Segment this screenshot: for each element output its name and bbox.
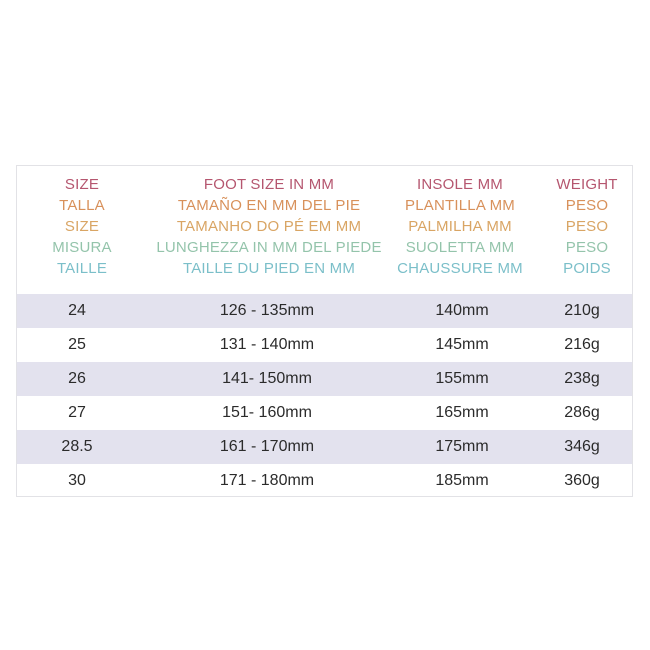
table-row bbox=[17, 328, 632, 362]
size-cell: 28.5 bbox=[61, 438, 93, 455]
foot-header-en: FOOT SIZE IN MM bbox=[203, 176, 335, 193]
insole-header-it: SUOLETTA MM bbox=[405, 239, 515, 256]
insole-cell: 185mm bbox=[435, 472, 489, 489]
size-cell: 25 bbox=[68, 336, 86, 353]
insole-header-es: PLANTILLA MM bbox=[405, 197, 515, 214]
foot-header-it: LUNGHEZZA IN MM DEL PIEDE bbox=[156, 239, 382, 256]
insole-cell: 165mm bbox=[435, 404, 489, 421]
insole-cell: 145mm bbox=[435, 336, 489, 353]
insole-cell: 140mm bbox=[435, 302, 489, 319]
insole-header-en: INSOLE MM bbox=[417, 176, 503, 193]
size-cell: 27 bbox=[68, 404, 86, 421]
insole-header-fr: CHAUSSURE MM bbox=[397, 260, 523, 277]
foot-size-cell: 141- 150mm bbox=[222, 370, 312, 387]
table-row bbox=[17, 396, 632, 430]
size-chart-table bbox=[16, 165, 633, 497]
foot-header-pt: TAMANHO DO PÉ EM MM bbox=[176, 218, 362, 235]
foot-header-es: TAMAÑO EN MM DEL PIE bbox=[177, 197, 361, 214]
size-cell: 24 bbox=[68, 302, 86, 319]
table-header bbox=[17, 166, 632, 294]
weight-header-pt: PESO bbox=[565, 218, 609, 235]
size-header-pt: SIZE bbox=[64, 218, 100, 235]
weight-cell: 346g bbox=[564, 438, 600, 455]
size-header-es: TALLA bbox=[59, 197, 105, 214]
weight-cell: 216g bbox=[564, 336, 600, 353]
foot-size-cell: 126 - 135mm bbox=[219, 302, 315, 319]
table-row bbox=[17, 294, 632, 328]
table-row bbox=[17, 464, 632, 498]
foot-header-fr: TAILLE DU PIED EN MM bbox=[182, 260, 356, 277]
foot-size-cell: 171 - 180mm bbox=[219, 472, 315, 489]
size-header-en: SIZE bbox=[64, 176, 100, 193]
weight-cell: 210g bbox=[564, 302, 600, 319]
insole-header-pt: PALMILHA MM bbox=[408, 218, 512, 235]
weight-header-es: PESO bbox=[565, 197, 609, 214]
size-cell: 26 bbox=[68, 370, 86, 387]
size-cell: 30 bbox=[68, 472, 86, 489]
table-row bbox=[17, 362, 632, 396]
foot-size-cell: 131 - 140mm bbox=[219, 336, 315, 353]
foot-size-cell: 151- 160mm bbox=[222, 404, 312, 421]
weight-cell: 360g bbox=[564, 472, 600, 489]
insole-cell: 175mm bbox=[435, 438, 489, 455]
weight-cell: 286g bbox=[564, 404, 600, 421]
size-column-header bbox=[32, 174, 132, 279]
weight-header-it: PESO bbox=[565, 239, 609, 256]
size-header-fr: TAILLE bbox=[56, 260, 108, 277]
weight-cell: 238g bbox=[564, 370, 600, 387]
weight-header-en: WEIGHT bbox=[556, 176, 618, 193]
foot-size-column-header bbox=[129, 174, 409, 279]
weight-column-header bbox=[541, 174, 633, 279]
table-body bbox=[17, 294, 632, 498]
insole-column-header bbox=[385, 174, 535, 279]
insole-cell: 155mm bbox=[435, 370, 489, 387]
weight-header-fr: POIDS bbox=[563, 260, 611, 277]
foot-size-cell: 161 - 170mm bbox=[219, 438, 315, 455]
table-row bbox=[17, 430, 632, 464]
size-header-it: MISURA bbox=[52, 239, 112, 256]
